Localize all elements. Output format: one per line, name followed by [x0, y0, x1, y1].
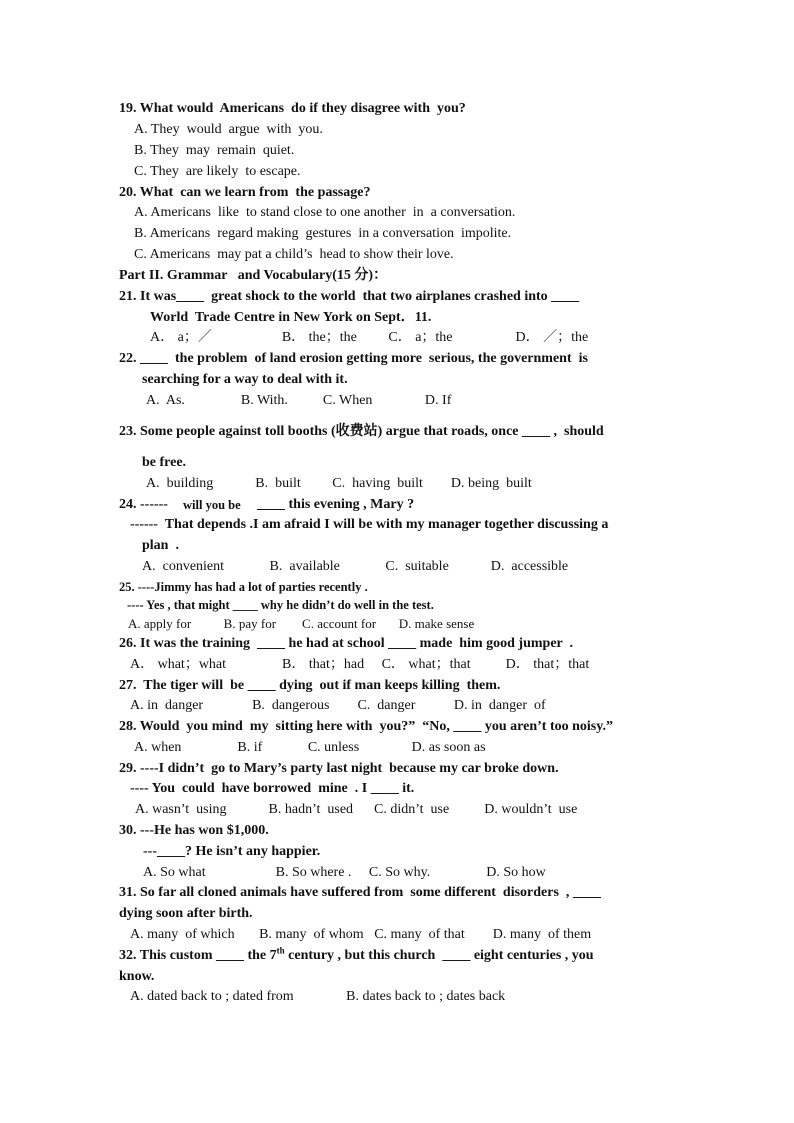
question-29: 29. ----I didn’t go to Mary’s party last night because my car broke down.: [119, 761, 559, 776]
options-21: A． a；／ B． the；the C． a；the D． ／；the: [150, 330, 589, 345]
question-24-reply: ------ That depends .I am afraid I will be with my manager together discussing a: [130, 517, 609, 532]
question-25: 25. ----Jimmy has had a lot of parties recently .: [119, 580, 368, 594]
question-22: 22. ____ the problem of land erosion getting more serious, the government is: [119, 351, 588, 366]
options-23: A. building B. built C. having built D. being built: [146, 476, 532, 491]
options-28: A. when B. if C. unless D. as soon as: [134, 740, 486, 755]
option-20a: A. Americans like to stand close to one another in a conversation.: [134, 205, 516, 220]
options-31: A. many of which B. many of whom C. many of that D. many of them: [130, 927, 592, 942]
option-20b: B. Americans regard making gestures in a conversation impolite.: [134, 226, 512, 241]
question-28: 28. Would you mind my sitting here with you?” “No, ____ you aren’t too noisy.”: [119, 719, 613, 734]
option-19a: A. They would argue with you.: [134, 122, 323, 137]
option-20c: C. Americans may pat a child’s head to show their love.: [134, 247, 454, 262]
question-19: 19. What would Americans do if they disagree with you?: [119, 101, 466, 116]
question-27: 27. The tiger will be ____ dying out if man keeps killing them.: [119, 678, 501, 693]
question-31-cont: dying soon after birth.: [119, 906, 253, 921]
question-20: 20. What can we learn from the passage?: [119, 185, 371, 200]
question-31: 31. So far all cloned animals have suffered from some different disorders , ____: [119, 885, 601, 900]
question-30-reply: ---____? He isn’t any happier.: [143, 844, 321, 859]
options-29: A. wasn’t using B. hadn’t used C. didn’t use D. wouldn’t use: [135, 802, 578, 817]
question-21-cont: World Trade Centre in New York on Sept．11.: [150, 310, 432, 325]
options-27: A. in danger B. dangerous C. danger D. in danger of: [130, 698, 546, 713]
options-26: A． what；what B． that；had C． what；that D． that；that: [130, 657, 590, 672]
option-19b: B. They may remain quiet.: [134, 143, 295, 158]
question-32-end: century , but this church ____ eight centuries , you: [284, 948, 594, 963]
question-23: 23. Some people against toll booths (收费站) argue that roads, once ____ , should: [119, 424, 604, 439]
options-25: A. apply for B. pay for C. account for D. make sense: [128, 616, 475, 631]
question-24-phrase: will you be: [183, 498, 241, 512]
question-25-reply: ---- Yes , that might ____ why he didn’t do well in the test.: [127, 598, 434, 612]
options-24: A. convenient B. available C. suitable D. accessible: [142, 559, 569, 574]
options-30: A. So what B. So where . C. So why. D. So how: [143, 865, 546, 880]
question-32-start: 32. This custom ____ the 7: [119, 948, 277, 963]
question-22-cont: searching for a way to deal with it.: [142, 372, 348, 387]
question-30: 30. ---He has won $1,000.: [119, 823, 269, 838]
options-22: A. As. B. With. C. When D. If: [146, 393, 452, 408]
question-24-rest: ____ this evening , Mary ?: [257, 497, 415, 512]
question-23-cont: be free.: [142, 455, 187, 470]
question-32: [119, 947, 594, 964]
question-29-reply: ---- You could have borrowed mine . I ____ it.: [130, 781, 415, 796]
question-26: 26. It was the training ____ he had at school ____ made him good jumper .: [119, 636, 573, 651]
superscript-th: th: [276, 945, 285, 956]
options-32: A. dated back to ; dated from B. dates back to ; dates back: [130, 989, 506, 1004]
question-24-lead: 24. ------: [119, 497, 168, 512]
option-19c: C. They are likely to escape.: [134, 164, 301, 179]
question-21: 21. It was____ great shock to the world that two airplanes crashed into ____: [119, 289, 580, 304]
section-heading: Part II. Grammar and Vocabulary(15 分)：: [119, 268, 388, 283]
question-24-cont: plan .: [142, 538, 179, 553]
question-32-cont: know.: [119, 969, 155, 984]
